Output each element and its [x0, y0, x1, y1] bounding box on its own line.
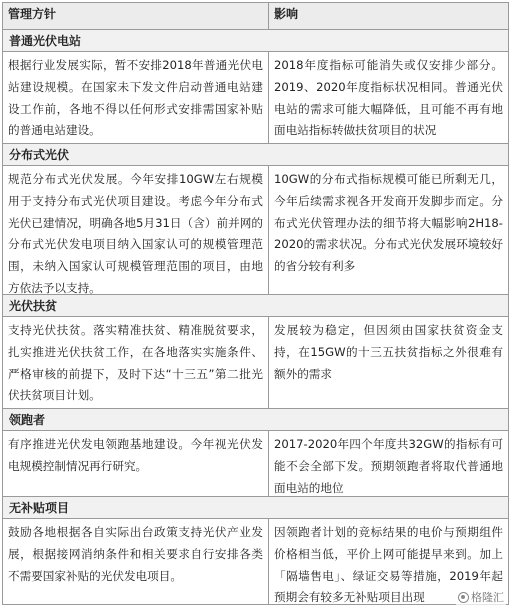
table-row — [3, 518, 508, 604]
impact-cell: 因领跑者计划的竞标结果的电价与预期组件价格相当低，平价上网可能提早来到。加上「隔墙售电」、绿证交易等措施，2019年起预期会有较多无补贴项目出现 — [274, 525, 503, 604]
watermark — [456, 589, 506, 605]
table-row — [3, 165, 508, 294]
policy-cell: 鼓励各地根据各自实际出台政策支持光伏产业发展，根据接网消纳条件和相关要求自行安排各类不需要国家补贴的光伏发电项目。 — [3, 519, 269, 604]
impact-cell: 10GW的分布式指标规模可能已所剩无几，今年后续需求视各开发商开发脚步而定。分布式光伏管理办法的细节将大幅影响2H18-2020的需求状况。分布式光伏发展环境较好的省分较有利多 — [274, 172, 503, 274]
section-header-row — [3, 408, 508, 430]
section-title: 无补贴项目 — [9, 501, 70, 515]
section-title: 领跑者 — [9, 413, 46, 427]
impact-cell: 2017-2020年四个年度共32GW的指标有可能不会全部下发。预期领跑者将取代普通地面电站的地位 — [274, 437, 503, 495]
section-title: 普通光伏电站 — [9, 34, 82, 48]
policy-cell: 根据行业发展实际，暂不安排2018年普通光伏电站建设规模。在国家未下发文件启动普通电站建设工作前，各地不得以任何形式安排需国家补贴的普通电站建设。 — [3, 52, 269, 143]
table-row — [3, 316, 508, 408]
header-policy: 管理方针 — [3, 3, 269, 29]
policy-impact-table — [2, 2, 509, 605]
watermark-text: 格隆汇 — [471, 591, 504, 604]
section-header-row — [3, 496, 508, 518]
impact-cell: 2018年度指标可能消失或仅安排少部分。2019、2020年度指标状况相同。普通光伏电站的需求可能大幅降低，且可能不再有地面电站指标转做扶贫项目的状况 — [274, 58, 503, 138]
header-impact: 影响 — [274, 7, 299, 21]
gelonghui-logo-icon — [458, 592, 469, 603]
policy-cell: 有序推进光伏发电领跑基地建设。今年视光伏发电规模控制情况再行研究。 — [3, 431, 269, 496]
policy-cell: 规范分布式光伏发展。今年安排10GW左右规模用于支持分布式光伏项目建设。考虑今年分布式光伏已建情况，明确各地5月31日（含）前并网的分布式光伏发电项目纳入国家认可的规模管理范围，未纳入国家认可规模管理范围的项目，由地方依法予以支持。 — [3, 166, 269, 294]
table-row — [3, 430, 508, 496]
header-row — [3, 3, 508, 29]
table-row — [3, 51, 508, 143]
section-title: 光伏扶贫 — [9, 299, 58, 313]
section-header-row — [3, 294, 508, 316]
section-header-row — [3, 143, 508, 165]
section-title: 分布式光伏 — [9, 148, 70, 162]
policy-cell: 支持光伏扶贫。落实精准扶贫、精准脱贫要求，扎实推进光伏扶贫工作，在各地落实实施条件、严格审核的前提下，及时下达“十三五”第二批光伏扶贫项目计划。 — [3, 317, 269, 408]
impact-cell: 发展较为稳定，但因须由国家扶贫资金支持，在15GW的十三五扶贫指标之外很难有额外的需求 — [274, 323, 503, 381]
section-header-row — [3, 29, 508, 51]
